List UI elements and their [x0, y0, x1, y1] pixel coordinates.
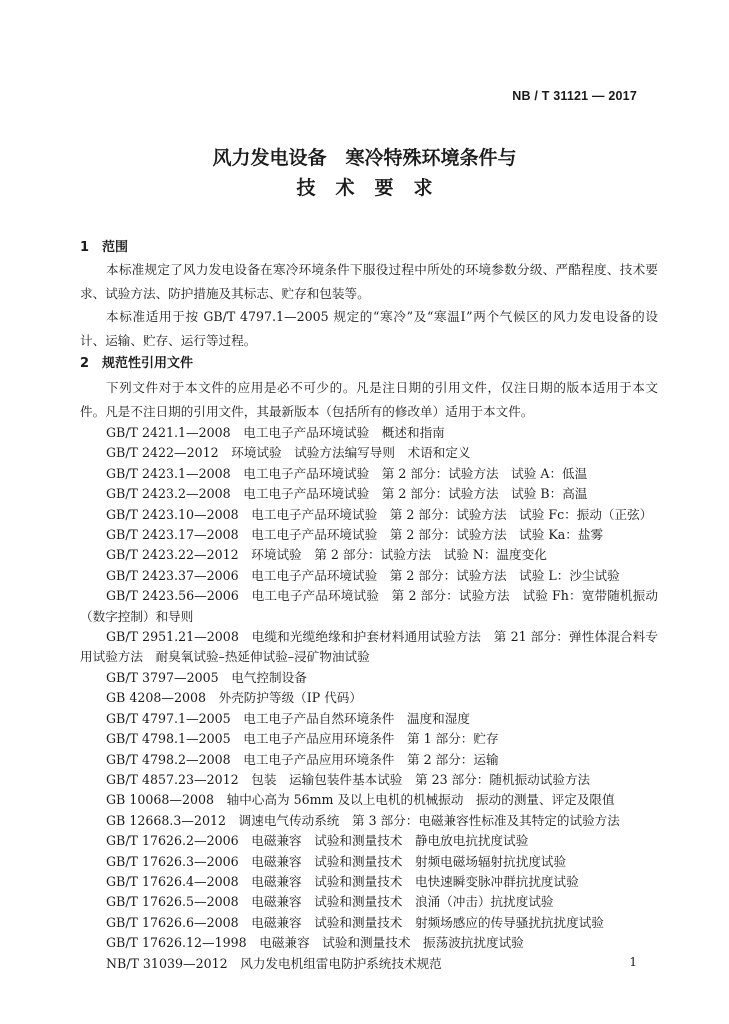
reference-item: GB 12668.3—2012 调速电气传动系统 第 3 部分：电磁兼容性标准及其特定的试验方法: [106, 812, 620, 828]
reference-item: GB/T 2423.56—2006 电工电子产品环境试验 第 2 部分：试验方法 试验 Fh：宽带随机振动（数字控制）和导则: [80, 588, 658, 624]
reference-item: GB/T 2421.1—2008 电工电子产品环境试验 概述和指南: [106, 425, 445, 440]
reference-item: GB 4208—2008 外壳防护等级（IP 代码）: [106, 690, 362, 706]
reference-item: GB/T 2423.37—2006 电工电子产品环境试验 第 2 部分：试验方法 试验 L：沙尘试验: [106, 567, 620, 583]
reference-item: GB/T 4797.1—2005 电工电子产品自然环境条件 温度和湿度: [106, 710, 470, 726]
section-1-title: 范围: [102, 240, 129, 255]
reference-item: GB/T 4798.2—2008 电工电子产品应用环境条件 第 2 部分：运输: [106, 751, 499, 767]
reference-item: GB/T 17626.12—1998 电磁兼容 试验和测量技术 振荡波抗扰度试验: [106, 935, 524, 951]
reference-item: GB/T 4857.23—2012 包装 运输包装件基本试验 第 23 部分：随机振动试验方法: [106, 771, 591, 787]
reference-item: GB/T 17626.2—2006 电磁兼容 试验和测量技术 静电放电抗扰度试验: [106, 833, 529, 849]
section-1-paragraph-1: 本标准规定了风力发电设备在寒冷环境条件下服役过程中所处的环境参数分级、严酷程度、技术要求、试验方法、防护措施及其标志、贮存和包装等。: [80, 262, 658, 301]
standard-code: NB / T 31121 — 2017: [512, 89, 637, 103]
reference-item: GB/T 2423.1—2008 电工电子产品环境试验 第 2 部分：试验方法 试验 A：低温: [106, 465, 588, 481]
section-1-paragraph-2: 本标准适用于按 GB/T 4797.1—2005 规定的“寒冷”及“寒温Ⅰ”两个气候区的风力发电设备的设计、运输、贮存、运行等过程。: [80, 309, 658, 348]
section-2-paragraph-1: 下列文件对于本文件的应用是必不可少的。凡是注日期的引用文件，仅注日期的版本适用于本文件。凡是不注日期的引用文件，其最新版本（包括所有的修改单）适用于本文件。: [80, 380, 658, 419]
reference-item: GB/T 4798.1—2005 电工电子产品应用环境条件 第 1 部分：贮存: [106, 731, 499, 747]
section-2-title: 规范性引用文件: [102, 356, 194, 371]
reference-item: GB/T 3797—2005 电气控制设备: [106, 669, 307, 685]
reference-item: GB/T 2422—2012 环境试验 试验方法编写导则 术语和定义: [106, 445, 471, 461]
reference-item: GB/T 2423.10—2008 电工电子产品环境试验 第 2 部分：试验方法 试验 Fc：振动（正弦）: [106, 506, 653, 522]
section-2-heading: [80, 352, 193, 371]
reference-item: GB/T 2423.2—2008 电工电子产品环境试验 第 2 部分：试验方法 试验 B：高温: [106, 486, 588, 502]
reference-item: GB/T 2423.17—2008 电工电子产品环境试验 第 2 部分：试验方法 试验 Ka：盐雾: [106, 527, 604, 543]
reference-item: GB/T 2423.22—2012 环境试验 第 2 部分：试验方法 试验 N：温度变化: [106, 547, 547, 563]
normative-references-list: [80, 423, 658, 974]
reference-item: GB/T 2951.21—2008 电缆和光缆绝缘和护套材料通用试验方法 第 21 部分：弹性体混合料专用试验方法 耐臭氧试验–热延伸试验–浸矿物油试验: [80, 629, 658, 665]
section-1-heading: [80, 236, 128, 255]
section-2-number: 2: [80, 356, 90, 371]
document-title-line-2: 技术要求: [296, 177, 453, 199]
reference-item: GB/T 17626.6—2008 电磁兼容 试验和测量技术 射频场感应的传导骚扰抗扰度试验: [106, 914, 604, 930]
document-title-line-1: 风力发电设备 寒冷特殊环境条件与: [212, 147, 517, 169]
reference-item: GB/T 17626.3—2006 电磁兼容 试验和测量技术 射频电磁场辐射抗扰度试验: [106, 853, 567, 869]
reference-item: GB/T 17626.4—2008 电磁兼容 试验和测量技术 电快速瞬变脉冲群抗扰度试验: [106, 873, 579, 889]
page-number: 1: [629, 955, 637, 969]
reference-item: GB 10068—2008 轴中心高为 56mm 及以上电机的机械振动 振动的测量、评定及限值: [106, 792, 615, 808]
section-1-number: 1: [80, 240, 90, 255]
reference-item: GB/T 17626.5—2008 电磁兼容 试验和测量技术 浪涌（冲击）抗扰度试验: [106, 894, 554, 910]
reference-item: NB/T 31039—2012 风力发电机组雷电防护系统技术规范: [106, 955, 442, 971]
